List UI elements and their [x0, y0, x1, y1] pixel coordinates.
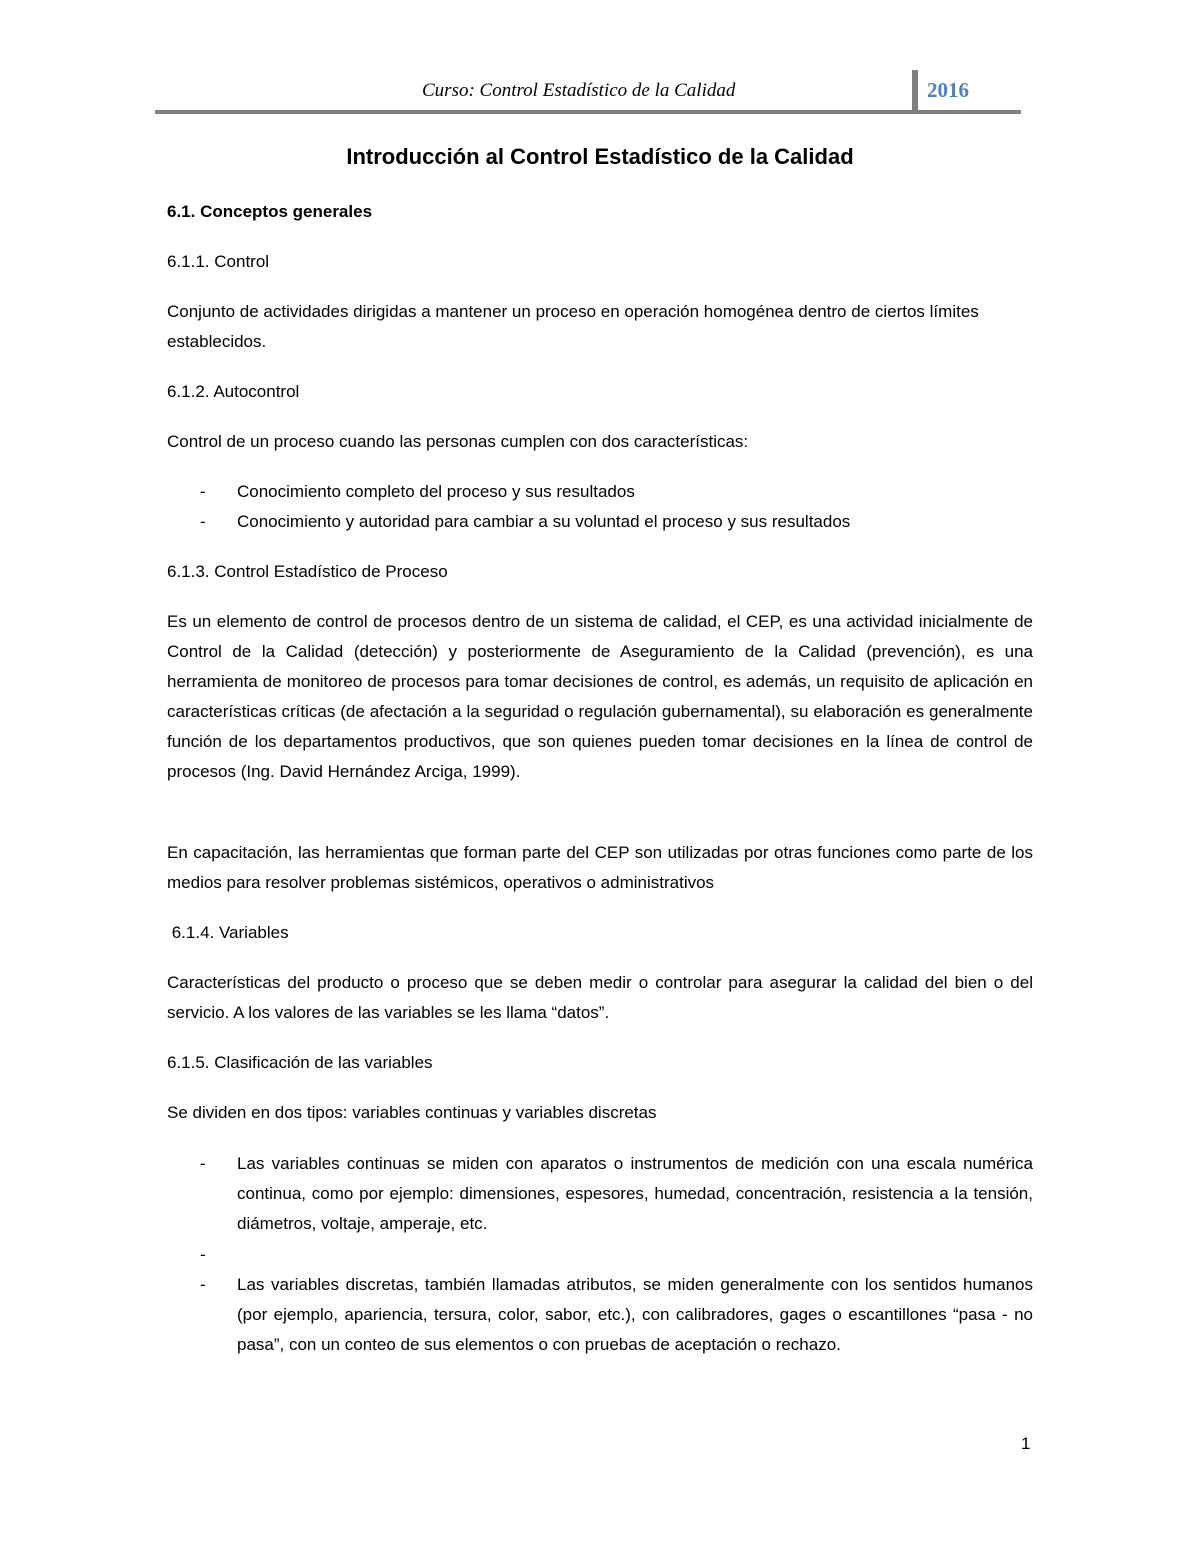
section-heading-6-1-3: 6.1.3. Control Estadístico de Proceso: [167, 562, 448, 581]
document-title: Introducción al Control Estadístico de la Calidad: [346, 144, 854, 169]
header-divider: [912, 70, 918, 112]
bullet-dash: -: [200, 1154, 206, 1173]
header-course: Curso: Control Estadístico de la Calidad: [422, 80, 736, 101]
bullet-dash: -: [200, 482, 206, 501]
section-heading-6-1: 6.1. Conceptos generales: [167, 202, 373, 221]
section-heading-6-1-2: 6.1.2. Autocontrol: [167, 382, 300, 401]
bullet-dash: -: [200, 1245, 206, 1264]
list-item: Las variables continuas se miden con aparatos o instrumentos de medición con una escala numérica continua, como por ejemplo: dimensiones, espesores, humedad, concentración, resistencia a la tensión, diámetros, voltaje, amperaje, etc.: [237, 1154, 1033, 1233]
bullet-dash: -: [200, 1275, 206, 1294]
list-item: Conocimiento completo del proceso y sus resultados: [237, 482, 635, 501]
list-item: Las variables discretas, también llamadas atributos, se miden generalmente con los sentidos humanos (por ejemplo, apariencia, tersura, color, sabor, etc.), con calibradores, gages o escantillones “pasa - no pasa”, con un conteo de sus elementos o con pruebas de aceptación o rechazo.: [237, 1275, 1033, 1354]
list-item: Conocimiento y autoridad para cambiar a su voluntad el proceso y sus resultados: [237, 512, 851, 531]
header-year: 2016: [927, 78, 969, 102]
page-number: 1: [1021, 1434, 1031, 1453]
paragraph-clasificacion: Se dividen en dos tipos: variables continuas y variables discretas: [167, 1103, 657, 1122]
paragraph-control: Conjunto de actividades dirigidas a mantener un proceso en operación homogénea dentro de ciertos límites establecidos.: [167, 302, 979, 351]
section-heading-6-1-4: 6.1.4. Variables: [167, 923, 289, 942]
section-heading-6-1-5: 6.1.5. Clasificación de las variables: [167, 1053, 433, 1072]
paragraph-autocontrol: Control de un proceso cuando las personas cumplen con dos características:: [167, 432, 749, 451]
paragraph-variables: Características del producto o proceso que se deben medir o controlar para asegurar la calidad del bien o del servicio. A los valores de las variables se les llama “datos”.: [167, 973, 1033, 1022]
paragraph-cep: Es un elemento de control de procesos dentro de un sistema de calidad, el CEP, es una actividad inicialmente de Control de la Calidad (detección) y posteriormente de Aseguramiento de la Calidad (prevención), es una herramienta de monitoreo de procesos para tomar decisiones de control, es además, un requisito de aplicación en características críticas (de afectación a la seguridad o regulación gubernamental), su elaboración es generalmente función de los departamentos productivos, que son quienes pueden tomar decisiones en la línea de control de procesos (Ing. David Hernández Arciga, 1999).: [167, 612, 1033, 781]
bullet-dash: -: [200, 512, 206, 531]
section-heading-6-1-1: 6.1.1. Control: [167, 252, 270, 271]
paragraph-capacitacion: En capacitación, las herramientas que forman parte del CEP son utilizadas por otras funciones como parte de los medios para resolver problemas sistémicos, operativos o administrativos: [167, 843, 1033, 892]
header-rule: [155, 110, 1021, 114]
